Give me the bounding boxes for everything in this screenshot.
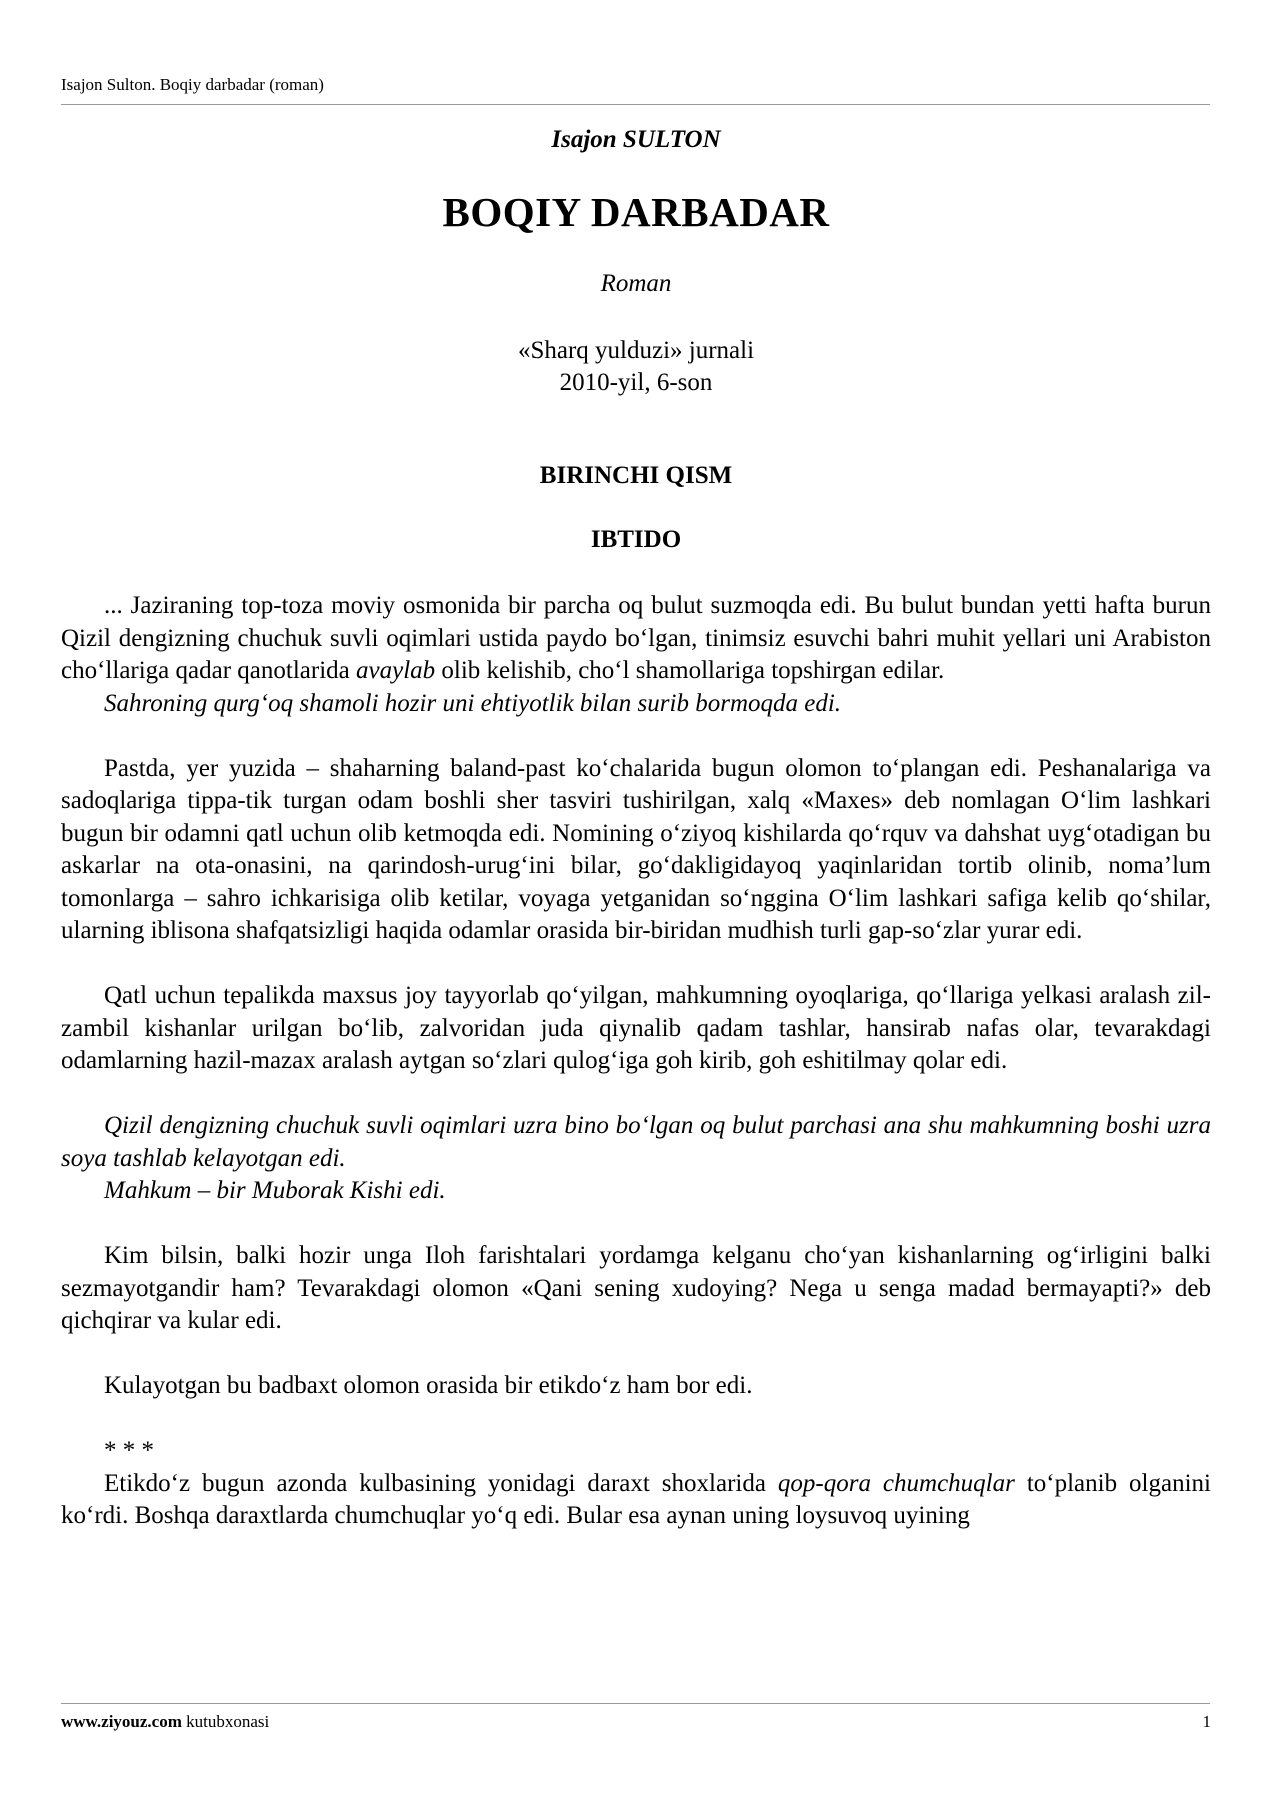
journal-name: «Sharq yulduzi» jurnali bbox=[517, 337, 755, 364]
part-heading: BIRINCHI QISM bbox=[539, 462, 733, 489]
paragraph: Kulayotgan bu badbaxt olomon orasida bir etikdo‘z ham bor edi. bbox=[104, 1372, 753, 1399]
genre-label: Roman bbox=[600, 270, 672, 297]
paragraph: ... Jaziraning top-toza moviy osmonida bir parcha oq bulut suzmoqda edi. Bu bulut bundan yetti hafta burun Qizil dengizning chuchuk suvli oqimlari ustida paydo bo‘lgan, tinimsiz esuvchi bahri muhit yellari uni Arabiston cho‘llariga qadar qanotlarida avaylab olib kelishib, cho‘l shamollariga topshirgan edilar. bbox=[61, 592, 1211, 684]
body-text bbox=[61, 590, 1211, 1533]
footer-credit: www.ziyouz.com kutubxonasi bbox=[61, 1712, 270, 1731]
paragraph: Qatl uchun tepalikda maxsus joy tayyorlab qo‘yilgan, mahkumning oyoqlariga, qo‘llariga yelkasi aralash zil-zambil kishanlar urilgan bo‘lib, zalvoridan juda qiynalib qadam tashlar, hansirab nafas olar, tevarakdagi odamlarning hazil-mazax aralash aytgan so‘zlari qulog‘iga goh kirib, goh eshitilmay qolar edi. bbox=[61, 982, 1211, 1074]
running-header: Isajon Sulton. Boqiy darbadar (roman) bbox=[61, 75, 324, 94]
publication-source bbox=[0, 335, 1272, 399]
page-number: 1 bbox=[1202, 1712, 1211, 1731]
journal-issue: 2010-yil, 6-son bbox=[559, 369, 713, 396]
footer-site-link[interactable]: www.ziyouz.com bbox=[61, 1712, 182, 1731]
section-separator: * * * bbox=[104, 1437, 154, 1464]
paragraph-italic: Sahroning qurg‘oq shamoli hozir uni ehtiyotlik bilan surib bormoqda edi. bbox=[104, 689, 842, 717]
paragraph-italic: Qizil dengizning chuchuk suvli oqimlari uzra bino bo‘lgan oq bulut parchasi ana shu mahkumning boshi uzra soya tashlab kelayotgan edi. bbox=[61, 1112, 1211, 1172]
author-name: Isajon SULTON bbox=[551, 126, 721, 153]
book-title: BOQIY DARBADAR bbox=[442, 189, 830, 235]
chapter-heading: IBTIDO bbox=[590, 526, 682, 553]
footer-rule bbox=[61, 1703, 1210, 1704]
paragraph: Etikdo‘z bugun azonda kulbasining yonidagi daraxt shoxlarida qop-qora chumchuqlar to‘planib olganini ko‘rdi. Boshqa daraxtlarda chumchuqlar yo‘q edi. Bular esa aynan uning loysuvoq uyining bbox=[61, 1469, 1211, 1529]
paragraph: Pastda, yer yuzida – shaharning baland-past ko‘chalarida bugun olomon to‘plangan edi. Peshanalariga va sadoqlariga tippa-tik turgan odam boshli sher tasviri tushirilgan, xalq «Maxes» deb nomlagan O‘lim lashkari bugun bir odamni qatl uchun olib ketmoqda edi. Nomining o‘ziyoq kishilarda qo‘rquv va dahshat uyg‘otadigan bu askarlar na ota-onasini, na qarindosh-urug‘ini bilar, go‘dakligidayoq yaqinlaridan tortib olinib, noma’lum tomonlarga – sahro ichkarisiga olib ketilar, voyaga yetganidan so‘nggina O‘lim lashkari safiga kelib qo‘shilar, ularning iblisona shafqatsizligi haqida odamlar orasida bir-biridan mudhish turli gap-so‘zlar yurar edi. bbox=[61, 754, 1211, 944]
header-rule bbox=[61, 104, 1210, 105]
paragraph-italic: Mahkum – bir Muborak Kishi edi. bbox=[104, 1177, 446, 1204]
paragraph: Kim bilsin, balki hozir unga Iloh farishtalari yordamga kelganu cho‘yan kishanlarning og‘irligini balki sezmayotgandir ham? Tevarakdagi olomon «Qani sening xudoying? Nega u senga madad bermayapti?» deb qichqirar va kular edi. bbox=[61, 1242, 1211, 1334]
